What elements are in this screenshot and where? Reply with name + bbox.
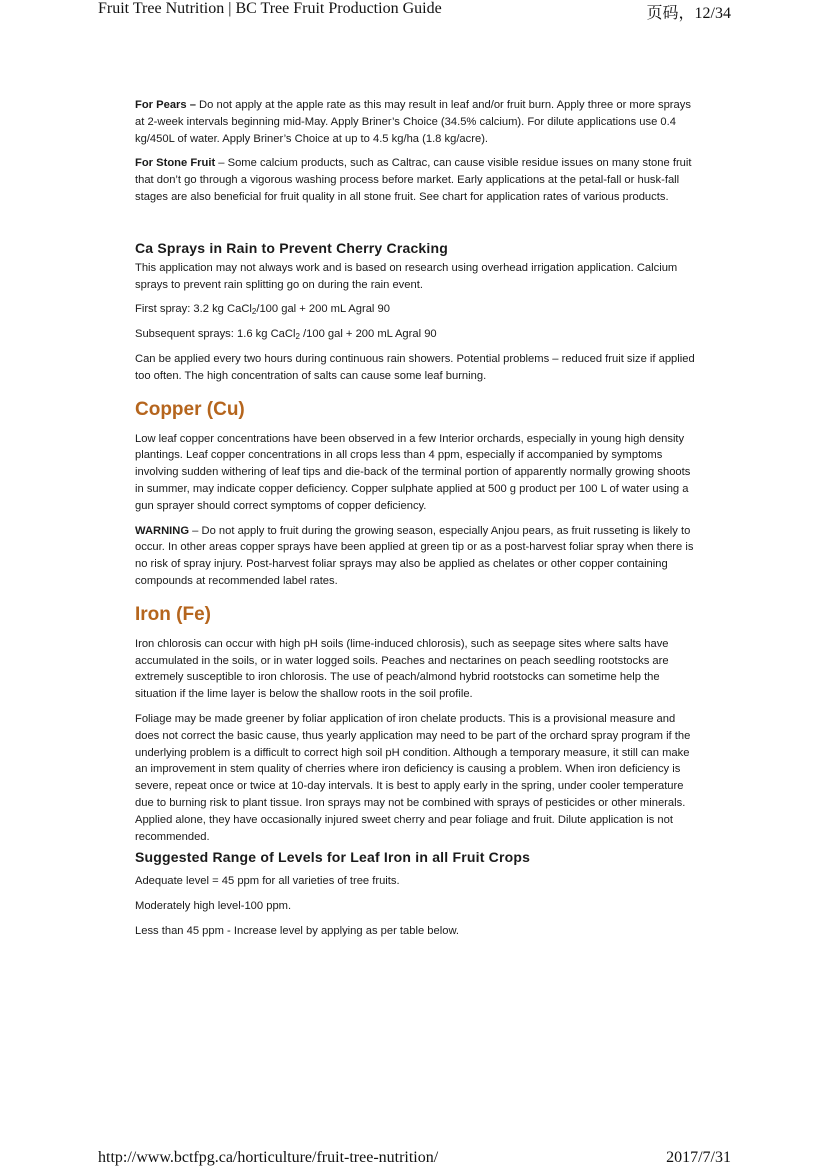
first-spray: [135, 301, 695, 318]
copper-paragraph: Low leaf copper concentrations have been observed in a few Interior orchards, especially in young high density plantings. Leaf copper concentrations in all crops less than 4 ppm, especially if accompanied by symptoms involving sudden withering of leaf tips and die-back of the terminal portion of apparently normally growing shoots in summer, may indicate copper deficiency. Copper sulphate applied at 500 g product per 100 L of water using a gun sprayer should correct symptoms of copper deficiency.: [135, 432, 691, 512]
iron-paragraph-1: Iron chlorosis can occur with high pH soils (lime-induced chlorosis), such as seepage sites where salts have accumulated in the soils, or in water logged soils. Peaches and nectarines on peach seedling rootstocks are extremely susceptible to iron chlorosis. The use of peach/almond hybrid rootstocks can sometime help the situation if the lime layer is below the shallow roots in the soil profile.: [135, 637, 669, 701]
source-url[interactable]: http://www.bctfpg.ca/horticulture/fruit-tree-nutrition/: [98, 1149, 439, 1166]
first-spray-sub: 2: [251, 307, 257, 317]
stone-text: – Some calcium products, such as Caltrac, can cause visible residue issues on many stone fruit that don’t go through a vigorous washing process before market. Early applications at the petal-fall or husk-fall stages are also beneficial for fruit quality in all stone fruit. See chart for application rates of various products.: [135, 157, 692, 203]
copper-heading: Copper (Cu): [135, 398, 245, 420]
warning-text: – Do not apply to fruit during the growing season, especially Anjou pears, as fruit russeting is likely to occur. In other areas copper sprays have been applied at green tip or as a post-harvest foliar spray when there is no risk of spray injury. Post-harvest foliar sprays may also be applied as chelates or other copper containing compounds at recommended label rates.: [135, 524, 694, 587]
warning-lead: WARNING: [135, 524, 190, 537]
ca-sprays-intro: This application may not always work and is based on research using overhead irrigation application. Calcium sprays to prevent rain splitting go on during the rain event.: [135, 261, 678, 291]
copper-warning: [135, 523, 695, 590]
subsequent-sprays: [135, 326, 695, 343]
high-level: Moderately high level-100 ppm.: [135, 900, 292, 913]
pears-lead: For Pears –: [135, 99, 196, 111]
iron-paragraph-2: Foliage may be made greener by foliar application of iron chelate products. This is a provisional measure and does not correct the basic cause, thus yearly application may need to be part of the orchard spray program if the underlying problem is a difficult to correct high soil pH condition. Although a temporary measure, it still can make an improvement in stem quality of cherries where iron deficiency is causing a problem. When iron deficiency is severe, repeat once or twice at 10-day intervals. It is best to apply early in the spring, under cooler temperature due to burning risk to plant tissue. Iron sprays may not be combined with sprays of pesticides or other minerals. Applied alone, they have occasionally injured sweet cherry and pear foliage and fruit. Dilute application is not recommended.: [135, 712, 691, 843]
pears-paragraph: [135, 97, 695, 147]
iron-heading: Iron (Fe): [135, 603, 211, 625]
subs-spray-b: /100 gal + 200 mL Agral 90: [299, 328, 437, 341]
ca-sprays-heading: Ca Sprays in Rain to Prevent Cherry Cracking: [135, 239, 449, 256]
stone-lead: For Stone Fruit: [135, 157, 216, 170]
first-spray-a: First spray: 3.2 kg CaCl: [135, 303, 252, 316]
stone-fruit-paragraph: [135, 155, 695, 205]
print-date: 2017/7/31: [666, 1149, 731, 1166]
low-level: Less than 45 ppm - Increase level by applying as per table below.: [135, 924, 460, 937]
subs-spray-a: Subsequent sprays: 1.6 kg CaCl: [135, 328, 296, 341]
ca-sprays-notes: Can be applied every two hours during continuous rain showers. Potential problems – reduced fruit size if applied too often. The high concentration of salts can cause some leaf burning.: [135, 352, 695, 382]
first-spray-b: /100 gal + 200 mL Agral 90: [256, 303, 390, 316]
article-body: [135, 97, 695, 948]
pears-text: Do not apply at the apple rate as this may result in leaf and/or fruit burn. Apply three or more sprays at 2-week intervals beginning mid-May. Apply Briner’s Choice (34.5% calcium). For dilute applications use 0.4 kg/450L of water. Apply Briner’s Choice at up to 4.5 kg/ha (1.8 kg/acre).: [135, 99, 691, 145]
subs-spray-sub: 2: [295, 332, 300, 342]
leaf-iron-heading: Suggested Range of Levels for Leaf Iron in all Fruit Crops: [135, 849, 531, 866]
adequate-level: Adequate level = 45 ppm for all varieties of tree fruits.: [135, 875, 400, 888]
page-number: 页码，12/34: [646, 5, 731, 22]
page-title: Fruit Tree Nutrition | BC Tree Fruit Production Guide: [98, 0, 442, 17]
